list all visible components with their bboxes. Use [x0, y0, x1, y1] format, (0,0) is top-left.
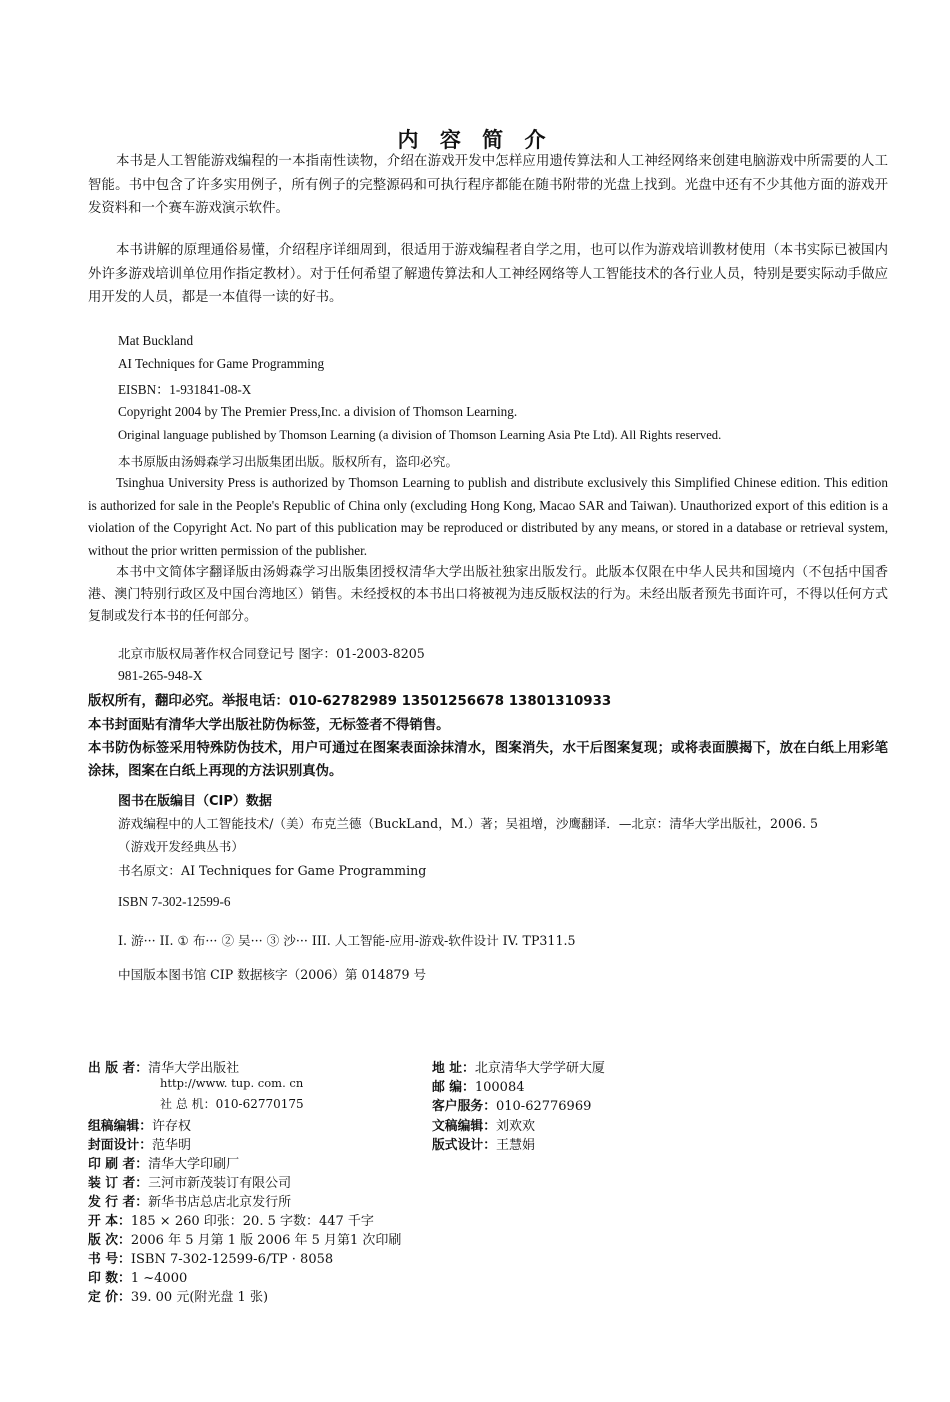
printer-value: 清华大学印刷厂: [148, 1157, 240, 1172]
print-count-label: 印 数：: [88, 1271, 131, 1286]
tsinghua-license-en: Tsinghua University Press is authorized by Thomson Learning to publish and distribute exclusively this Simplified Chinese edition. This edition is authorized for sale in the People's Republic of China only (excluding Hong Kong, Macao SAR and Taiwan). Unauthorized export of this edition is a violation of the Copyright Act. No part of this publication may be reproduced or distributed by any means, or stored in a database or retrieval system, without the prior written permission of the publisher.: [88, 475, 888, 558]
copyright-line: Copyright 2004 by The Premier Press,Inc. a division of Thomson Learning.: [118, 404, 518, 419]
original-title: AI Techniques for Game Programming: [118, 356, 325, 371]
distributor-value: 新华书店总店北京发行所: [148, 1195, 292, 1210]
original-isbn: 981-265-948-X: [118, 668, 203, 683]
binder-label: 装 订 者：: [88, 1176, 149, 1191]
booknum-label: 书 号：: [88, 1252, 131, 1267]
distributor-label: 发 行 者：: [88, 1195, 149, 1210]
format-label: 开 本：: [88, 1214, 131, 1229]
imprint-publisher: [88, 1057, 239, 1076]
cip-line-2: （游戏开发经典丛书）: [118, 839, 244, 854]
imprint-address: [432, 1057, 605, 1076]
imprint-edition: [88, 1229, 401, 1248]
label-notice: 本书封面贴有清华大学出版社防伪标签，无标签者不得销售。: [88, 718, 450, 733]
rights-hotline: 版权所有，翻印必究。举报电话：010-62782989 13501256678 13801310933: [88, 694, 612, 709]
booknum-value: ISBN 7-302-12599-6/TP · 8058: [130, 1252, 334, 1267]
postcode-label: 邮 编：: [432, 1080, 475, 1095]
copyeditor-value: 刘欢欢: [495, 1119, 535, 1134]
tsinghua-license-cn: 本书中文简体字翻译版由汤姆森学习出版集团授权清华大学出版社独家出版发行。此版本仅限在中华人民共和国境内（不包括中国香港、澳门特别行政区及中国台湾地区）销售。未经授权的本书出口将被视为违反版权法的行为。未经出版者预先书面许可，不得以任何方式复制或发行本书的任何部分。: [88, 565, 888, 624]
publisher-label: 出 版 者：: [88, 1061, 149, 1076]
layout-value: 王慧娟: [495, 1138, 535, 1153]
page-title: 内 容 简 介: [397, 127, 553, 152]
publisher-switchboard: 社 总 机：010-62770175: [160, 1097, 304, 1111]
imprint-printer: [88, 1153, 239, 1172]
publisher-value: 清华大学出版社: [148, 1061, 240, 1076]
imprint-postcode: [432, 1076, 525, 1095]
author-name: Mat Buckland: [118, 333, 194, 348]
editor-label: 组稿编辑：: [88, 1119, 152, 1134]
imprint-copyeditor: [432, 1115, 535, 1134]
price-label: 定 价：: [88, 1290, 131, 1305]
imprint-print-count: [88, 1267, 187, 1286]
contract-registration: 北京市版权局著作权合同登记号 图字：01-2003-8205: [118, 646, 425, 661]
copyeditor-label: 文稿编辑：: [432, 1119, 496, 1134]
imprint-customer-service: [432, 1095, 591, 1114]
cover-value: 范华明: [151, 1138, 191, 1153]
imprint-book-number: [88, 1248, 333, 1267]
cip-classification: I. 游··· II. ① 布··· ② 吴··· ③ 沙··· III. 人工智能-应用-游戏-软件设计 IV. TP311.5: [118, 933, 576, 948]
imprint-price: [88, 1286, 268, 1305]
imprint-cover-design: [88, 1134, 191, 1153]
price-value: 39. 00 元(附光盘 1 张): [130, 1290, 269, 1305]
cip-number: 中国版本图书馆 CIP 数据核字（2006）第 014879 号: [118, 967, 427, 982]
imprint-format: [88, 1210, 374, 1229]
format-value: 185 × 260 印张：20. 5 字数：447 千字: [130, 1214, 374, 1229]
address-value: 北京清华大学学研大厦: [474, 1061, 605, 1076]
binder-value: 三河市新茂装订有限公司: [148, 1176, 292, 1191]
publisher-website: http://www. tup. com. cn: [160, 1076, 304, 1090]
eisbn: EISBN：1-931841-08-X: [118, 382, 252, 397]
cip-line-1: 游戏编程中的人工智能技术/（美）布克兰德（BuckLand，M.）著；吴祖增，沙鹰翻译．—北京：清华大学出版社，2006. 5: [118, 816, 819, 831]
address-label: 地 址：: [432, 1061, 475, 1076]
cn-original-rights: 本书原版由汤姆森学习出版集团出版。版权所有，盗印必究。: [118, 454, 459, 469]
cip-isbn: ISBN 7-302-12599-6: [118, 894, 231, 909]
imprint-layout-design: [432, 1134, 535, 1153]
intro-paragraph-1: 本书是人工智能游戏编程的一本指南性读物，介绍在游戏开发中怎样应用遗传算法和人工神经网络来创建电脑游戏中所需要的人工智能。书中包含了许多实用例子，所有例子的完整源码和可执行程序都能在随书附带的光盘上找到。光盘中还有不少其他方面的游戏开发资料和一个赛车游戏演示软件。: [88, 154, 888, 216]
imprint-distributor: [88, 1191, 291, 1210]
original-language-line: Original language published by Thomson Learning (a division of Thomson Learning Asia Pte Ltd). All Rights reserved.: [118, 428, 722, 442]
edition-label: 版 次：: [88, 1233, 131, 1248]
cip-original-title: 书名原文：AI Techniques for Game Programming: [118, 863, 427, 878]
printer-label: 印 刷 者：: [88, 1157, 149, 1172]
imprint-binder: [88, 1172, 291, 1191]
imprint-editor: [88, 1115, 191, 1134]
postcode-value: 100084: [474, 1080, 525, 1095]
editor-value: 许存权: [151, 1119, 191, 1134]
intro-paragraph-2: 本书讲解的原理通俗易懂，介绍程序详细周到，很适用于游戏编程者自学之用，也可以作为游戏培训教材使用（本书实际已被国内外许多游戏培训单位用作指定教材）。对于任何希望了解遗传算法和人工神经网络等人工智能技术的各行业人员，特别是要实际动手做应用开发的人员，都是一本值得一读的好书。: [88, 243, 888, 305]
anti-counterfeit-notice: 本书防伪标签采用特殊防伪技术，用户可通过在图案表面涂抹清水，图案消失，水干后图案复现；或将表面膜揭下，放在白纸上用彩笔涂抹，图案在白纸上再现的方法识别真伪。: [88, 741, 888, 779]
service-label: 客户服务：: [432, 1099, 496, 1114]
print-count-value: 1 ~4000: [130, 1271, 188, 1286]
service-value: 010-62776969: [495, 1099, 592, 1114]
cover-label: 封面设计：: [88, 1138, 152, 1153]
layout-label: 版式设计：: [432, 1138, 496, 1153]
edition-value: 2006 年 5 月第 1 版 2006 年 5 月第1 次印刷: [130, 1233, 402, 1248]
cip-heading: 图书在版编目（CIP）数据: [118, 794, 272, 809]
